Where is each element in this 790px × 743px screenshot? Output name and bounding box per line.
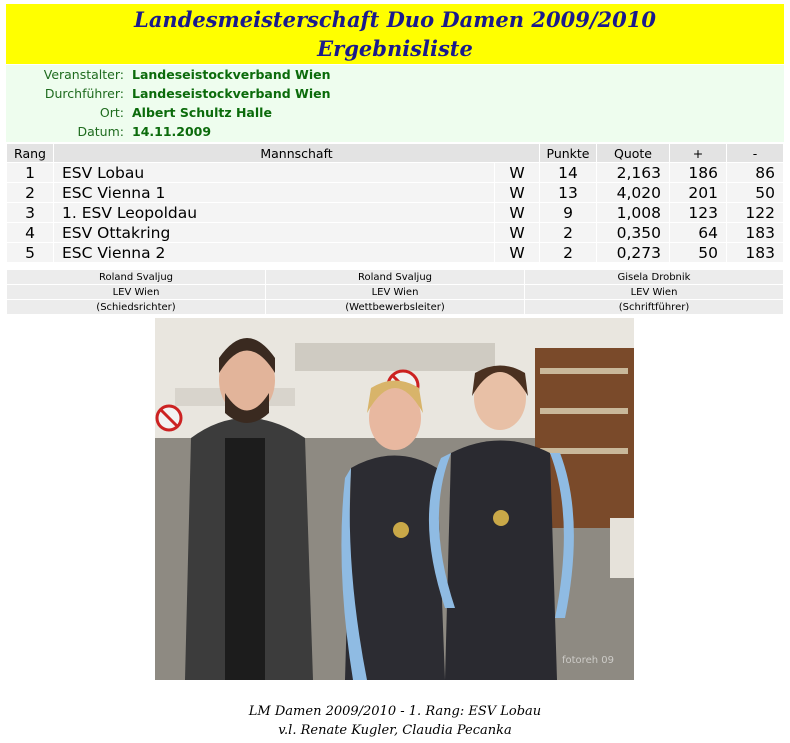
info-label: Veranstalter: xyxy=(43,67,124,82)
col-header-punkte: Punkte xyxy=(540,144,596,162)
info-value: Albert Schultz Halle xyxy=(132,105,272,120)
official-name: Roland Svaljug xyxy=(7,270,265,284)
table-header-row xyxy=(7,144,783,162)
info-row-veranstalter xyxy=(6,65,784,84)
info-value: Landeseistockverband Wien xyxy=(132,86,331,101)
page-header xyxy=(6,4,784,64)
info-label: Datum: xyxy=(77,124,124,139)
cell-mannschaft: ESV Lobau xyxy=(54,163,494,182)
cell-minus: 183 xyxy=(727,243,783,262)
cell-minus: 50 xyxy=(727,183,783,202)
col-header-plus: + xyxy=(670,144,726,162)
cell-punkte: 9 xyxy=(540,203,596,222)
cell-rang: 3 xyxy=(7,203,53,222)
cell-plus: 201 xyxy=(670,183,726,202)
cell-punkte: 14 xyxy=(540,163,596,182)
photo-watermark: fotoreh 09 xyxy=(562,655,614,666)
info-label: Ort: xyxy=(99,105,124,120)
cell-minus: 122 xyxy=(727,203,783,222)
cell-w: W xyxy=(495,163,539,182)
cell-plus: 186 xyxy=(670,163,726,182)
table-row xyxy=(7,243,783,262)
table-row xyxy=(7,203,783,222)
team-photo-illustration xyxy=(155,318,634,680)
cell-mannschaft: ESV Ottakring xyxy=(54,223,494,242)
official-org: LEV Wien xyxy=(7,285,265,299)
cell-minus: 86 xyxy=(727,163,783,182)
info-value: 14.11.2009 xyxy=(132,124,212,139)
table-row xyxy=(7,163,783,182)
page-title: Landesmeisterschaft Duo Damen 2009/2010 xyxy=(134,7,656,32)
cell-rang: 4 xyxy=(7,223,53,242)
info-row-durchfuehrer xyxy=(6,84,784,103)
cell-rang: 5 xyxy=(7,243,53,262)
cell-w: W xyxy=(495,243,539,262)
page-subtitle: Ergebnisliste xyxy=(317,36,473,61)
col-header-mannschaft: Mannschaft xyxy=(54,144,539,162)
cell-quote: 4,020 xyxy=(597,183,669,202)
cell-rang: 1 xyxy=(7,163,53,182)
official-role: (Schiedsrichter) xyxy=(7,300,265,314)
col-header-quote: Quote xyxy=(597,144,669,162)
cell-quote: 0,350 xyxy=(597,223,669,242)
cell-plus: 64 xyxy=(670,223,726,242)
cell-mannschaft: 1. ESV Leopoldau xyxy=(54,203,494,222)
official-role: (Wettbewerbsleiter) xyxy=(266,300,524,314)
team-photo xyxy=(155,318,634,680)
officials-table xyxy=(6,269,784,315)
caption-line-1: LM Damen 2009/2010 - 1. Rang: ESV Lobau xyxy=(248,704,542,719)
officials-role-row xyxy=(7,300,783,314)
col-header-rang: Rang xyxy=(7,144,53,162)
cell-plus: 50 xyxy=(670,243,726,262)
official-name: Gisela Drobnik xyxy=(525,270,783,284)
cell-quote: 0,273 xyxy=(597,243,669,262)
results-table xyxy=(6,143,784,263)
photo-caption xyxy=(0,702,790,740)
cell-w: W xyxy=(495,183,539,202)
cell-punkte: 2 xyxy=(540,243,596,262)
officials-org-row xyxy=(7,285,783,299)
cell-rang: 2 xyxy=(7,183,53,202)
col-header-minus: - xyxy=(727,144,783,162)
info-value: Landeseistockverband Wien xyxy=(132,67,331,82)
cell-punkte: 13 xyxy=(540,183,596,202)
info-row-datum xyxy=(6,122,784,141)
official-name: Roland Svaljug xyxy=(266,270,524,284)
officials-name-row xyxy=(7,270,783,284)
cell-mannschaft: ESC Vienna 1 xyxy=(54,183,494,202)
event-info xyxy=(6,65,784,142)
info-label: Durchführer: xyxy=(44,86,124,101)
table-row xyxy=(7,183,783,202)
cell-plus: 123 xyxy=(670,203,726,222)
cell-quote: 1,008 xyxy=(597,203,669,222)
caption-line-2: v.l. Renate Kugler, Claudia Pecanka xyxy=(278,723,512,738)
table-row xyxy=(7,223,783,242)
cell-mannschaft: ESC Vienna 2 xyxy=(54,243,494,262)
cell-w: W xyxy=(495,223,539,242)
cell-punkte: 2 xyxy=(540,223,596,242)
official-role: (Schriftführer) xyxy=(525,300,783,314)
official-org: LEV Wien xyxy=(525,285,783,299)
info-row-ort xyxy=(6,103,784,122)
cell-quote: 2,163 xyxy=(597,163,669,182)
cell-minus: 183 xyxy=(727,223,783,242)
cell-w: W xyxy=(495,203,539,222)
official-org: LEV Wien xyxy=(266,285,524,299)
